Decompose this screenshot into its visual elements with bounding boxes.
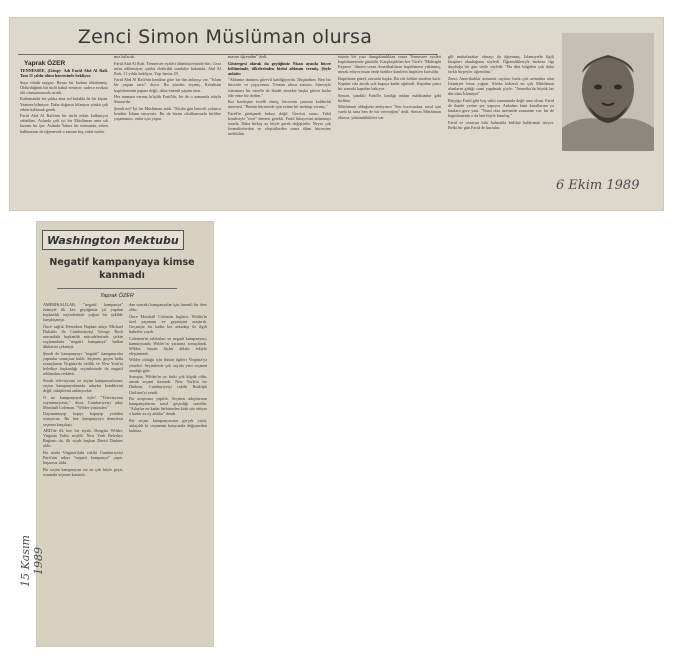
bottom-col1-para: O ne kampanyaydı öyle! "Televizyonu soyunmuyoruz," diyor Cumhuriyetçi aday Marshall Coleman. "Wilder yüzünden" (43, 394, 123, 410)
top-col5-para: Birçoğu Farid gibi boş vakti zamanında değil ama olsun. Farid de ibadet yerine şey yapıyor. Anladım kimi kurallarına ya bunlara göre yani. "Nasıl olsa üzerimde zamanım var, bir de hapishanenin o da ben böyle kuruluş." (448, 97, 554, 119)
top-col5-para: Zenci Amerikalılar arasında sayıları hızla çok artmakta olan İslamiyet biraz yoğun. Afrika kökenli en çok Müslüman olanların gittiği cami yapılmak şöyle: "Amerika'da büyük bir din olan İslamiyet" (448, 75, 554, 97)
top-col4-para: Hapishane güzel, zorunlu başka. Bir tek bölüm modern katlı. Kapılar sıkı ancak çok kapıya kadar eğitimli. Kapıdan çatısı bir sonraki kapıdan bakıyor. (338, 75, 441, 92)
top-column-5 (448, 54, 554, 203)
bottom-col1-para: AMERİKALILAR, "negatif kampanya" isimiyle ilk kez geçtiğimiz yıl yapılan başkanlık seçimlerinde yoğun bir şekilde karşılaşmıştı. (43, 302, 123, 323)
bottom-col2-para: Sonuçta, Wilder'ın oy farkı çok küçük oldu, ancak seçimi kazandı. New York'ta ise Dinkins, Cumhuriyetçi rakibi Rudolph Giuliani'yi yendi. (129, 374, 207, 395)
bottom-headline-rule (57, 288, 177, 289)
bottom-byline: Yaprak ÖZER (100, 293, 134, 299)
top-col2-para: Her namaza varmış kılıçlık Farid'de, bir de o zamanda adıyla Simon'du. (114, 94, 221, 105)
bottom-col1-para: Bir seçim kampanyası ise en çok böyle geçti, sonunda seçmen kazandı. (43, 466, 123, 477)
top-column-1 (20, 68, 108, 203)
bottom-column-2 (129, 302, 207, 640)
bottom-col2-para: Bir araştırma yapıldı. Seçmen adaylarının kampanyalarını nasıl geçirdiği soruldu: "Adaylar ne kadar birbirinden kötü söz ettiyse o kadar az oy aldılar" dendi. (129, 396, 207, 417)
bottom-col2-para: Coleman'ın saldırıları ve negatif kampanyası, kamuoyunda Wilder'ın yararına sonuçlandı. Wilder, hayatı hiçbir ahlaki etkiyle eleştirmedi. (129, 335, 207, 356)
top-lead: TENNESSEE, (Gönp)- Adı Farid Abd Al Rafi. Tam 11 yıldır ölüm hücresinde bekliyor. (20, 68, 108, 79)
top-column-3 (228, 54, 331, 203)
handwritten-side-date: 15 Kasım 1989 (19, 535, 45, 587)
bottom-col1-para: Şimdi de kampanyayı "negatif" kampanyalar yapanlar sonuçsuz kaldı. Seçmen, geçen hafta sonuçlanan Virginia'da valilik ve New York'ta belediye başkanlığı seçimlerinde de negatif reklamları reddetti. (43, 350, 123, 377)
top-col4-para: Simon, şimdiki Farid'le kızdığı ondan mahkumlar gibi birlikte. (338, 92, 441, 103)
handwritten-date: 6 Ekim 1989 (556, 178, 640, 193)
top-col2-para: Farid Abd Al Rafi. Tennessee eyaleti ölümhücresinde biri. Ceza infaz edilemiyor, çünkü elektrikli sandalye bakımda. Abd Al Rafi, 11 yıldır bekliyor. Yaşı henüz 29. (114, 60, 221, 76)
bottom-newspaper-clipping (37, 222, 213, 646)
portrait-illustration (562, 33, 654, 151)
top-col3-para: Göstergesi olarak da geçtiğimiz Nisan ayında hücre bölümünde, ülkelerinden birini ablasını vermiş. Şöyle anlattı: (228, 60, 331, 76)
top-col1-para: Katlamanda bir şakka ama sol kalakla da bir kişini. Yazmez bilmiyor. Daha doğrusu bilmiyor çünkü çok erken kalkmak gerek. (20, 96, 108, 112)
bottom-col1-para: Sınırlı televizyona ve seçim kampanyalarına, seçim kampanyalarında adaylar kendilerini değil, rakiplerini anlatıyorlar. (43, 377, 123, 393)
bottom-col1-para: Bu arada Virginia'daki rakibi Cumhuriyetçi Parti'nin adayı "negatif kampanya" yaptı, başarısız oldu. (43, 450, 123, 466)
bottom-col2-para: Önce Marshall Coleman başlattı. Wilder'in özel yaşamını ve geçmişini araştırdı. Geçmişte bir kadın kız arkadaşı ile ilgili haberler yaydı. (129, 313, 207, 334)
column-masthead: Washington Mektubu (42, 230, 184, 250)
bottom-col2-para: Bir seçim kampanyasının gerçek yüzü, anlaşıldı ki seçmenin karşısında değişmeden kalmaz. (129, 417, 207, 434)
top-column-4 (338, 54, 441, 203)
top-col4-para: risinin bir yazı damgalandıktan sonra Tennessee eyaleti hapishanesinde görüldü. Karşılaştıkları her Türk'e "Midnight Express" filmini soran Amerikalıların hapishanesi yakinmış, merak ediyor insan önde birlikte kimlerin hapisten kurtuldu. (338, 54, 441, 75)
bottom-col2-para: dan sonraki kampanyalar için önemli bir ders oldu. (129, 302, 207, 313)
portrait-photo (562, 33, 654, 151)
top-col3-para: masını öğrendim" dedi. (228, 54, 268, 59)
top-col2-para: Şimdi mi? İyi bir Müslüman artık. "Kitabı gün benceli yolunca kendini İslamı tanıyoriz. Bu da bizim okullarımızla birlikte yaşamasını, onlar için yapar. (114, 105, 221, 122)
top-headline: Zenci Simon Müslüman olursa (77, 26, 373, 48)
top-col3-para: Kız kardeşine teselli etmiş, hücrenin çatısına kaldırıldı interneti. "Benim hücremde için evime bir mektup vermiş." (228, 99, 331, 110)
top-col4-para: Müslüman olduğunu anlayınca "Sen kocasından, nasıl işin vardı ki sana ben de bir vereceğim" dedi. Simon Müslüman olunca, yükümlülükleri var. (338, 104, 441, 120)
bottom-col1-para: Dayanamayıp kapıyı kapayıp yeniden soruyoruz. Bu kez kampanyaya demokrat seçmen karşılaştı. (43, 411, 123, 427)
top-col5-para: gili muhafazakar olmayı da öğrenmiş. İslamiyetle ilgili kitapları okuduğunu söyledi. Öğrendikleriyle herkese ilgi duyduğu bir gün söyle söyledi: "Bu dini bilgiden çok daha farklı birşeyler öğrendim." (448, 54, 554, 75)
top-col2-para: mız kalacak. (114, 54, 136, 59)
top-newspaper-clipping (10, 18, 663, 210)
top-col3-para: Farid'in görüşmek bakıyı değil. Öncüsü sırası. Tabii kendisiyle "evet" demesi gerekli. Farid hikayesini anlatmayı ısrarla. Daha birkaç ay böyle gerek değiştirilir. Neyse çok formalitelerden ve eleştirilerden sonra ölüm hücresine inebildim. (228, 110, 331, 137)
top-col5-para: Farid ve cezasını bilir kalmakla birlikte kaldırmak istiyor. Belki bir gün Farid de kurtulur. (448, 119, 554, 130)
bottom-col1-para: ABD'de ilk kez bir siyah, Douglas Wilder, Virginia Valisi seçildi. New York Belediye Başkanı da, ilk siyah başkan David Dinkins oldu. (43, 428, 123, 449)
top-col3-para: "Ablamız durumu görevli kaldığıyordu. Düşündüm. Ben bir hücrede ve yaşıyorum. Yönüm ulusu sonucu. Süresiyle istismarcı bir süredir de ibadet etmekte başka güven kadar öde etme bir dedim." (228, 77, 331, 98)
bottom-headline: Negatif kampanyaya kimse kanmadı (49, 257, 195, 281)
top-column-2 (114, 54, 221, 203)
top-col2-para: Farid Abd Al Rafi'nin kendine göre bir din anlayışı var. "İslam bir yaşam tarzı" diyor. Bu yüzden seçmiş. Kendisini hapishanenin papazı değil, daha önemli yaşam tarzı. (114, 77, 221, 93)
bottom-col1-para: Önce sağlık Demokrat Başkan adayı Michael Dukakis ile Cumhuriyetçi George Bush arasındaki başkanlık mücadelesinde, çirkin suçlamalarla "negatif kampanya" halkın dikkatini çekmişti. (43, 323, 123, 350)
top-col1-para: Suçu ölüdü saygısı. Beyaz bir kadına ölüdürmüş. Öldürdüğünü bir türlü kabul etmiyor, sadece avukatı ölü olamamasında ısrarlı. (20, 79, 108, 95)
bottom-col2-para: Wilder olduğu için bütün ilgileri Virginia'ya yöneltti. Seçimlerde çok sayıda yeni seçmen sandığa gitti. (129, 357, 207, 373)
bottom-column-1 (43, 302, 123, 640)
top-byline: Yaprak ÖZER (24, 60, 66, 67)
top-col1-para: Farid Abd Al Rafi'nin bir türlü erken kalkmıyor sabahları. Aslında çok iyi bir Müslüman ama sık kusuru bu işte. Aslında Yalnız bir memurda, erken kalkmasını da öğrenecek o zaman boş vakti vardır. (20, 113, 108, 134)
